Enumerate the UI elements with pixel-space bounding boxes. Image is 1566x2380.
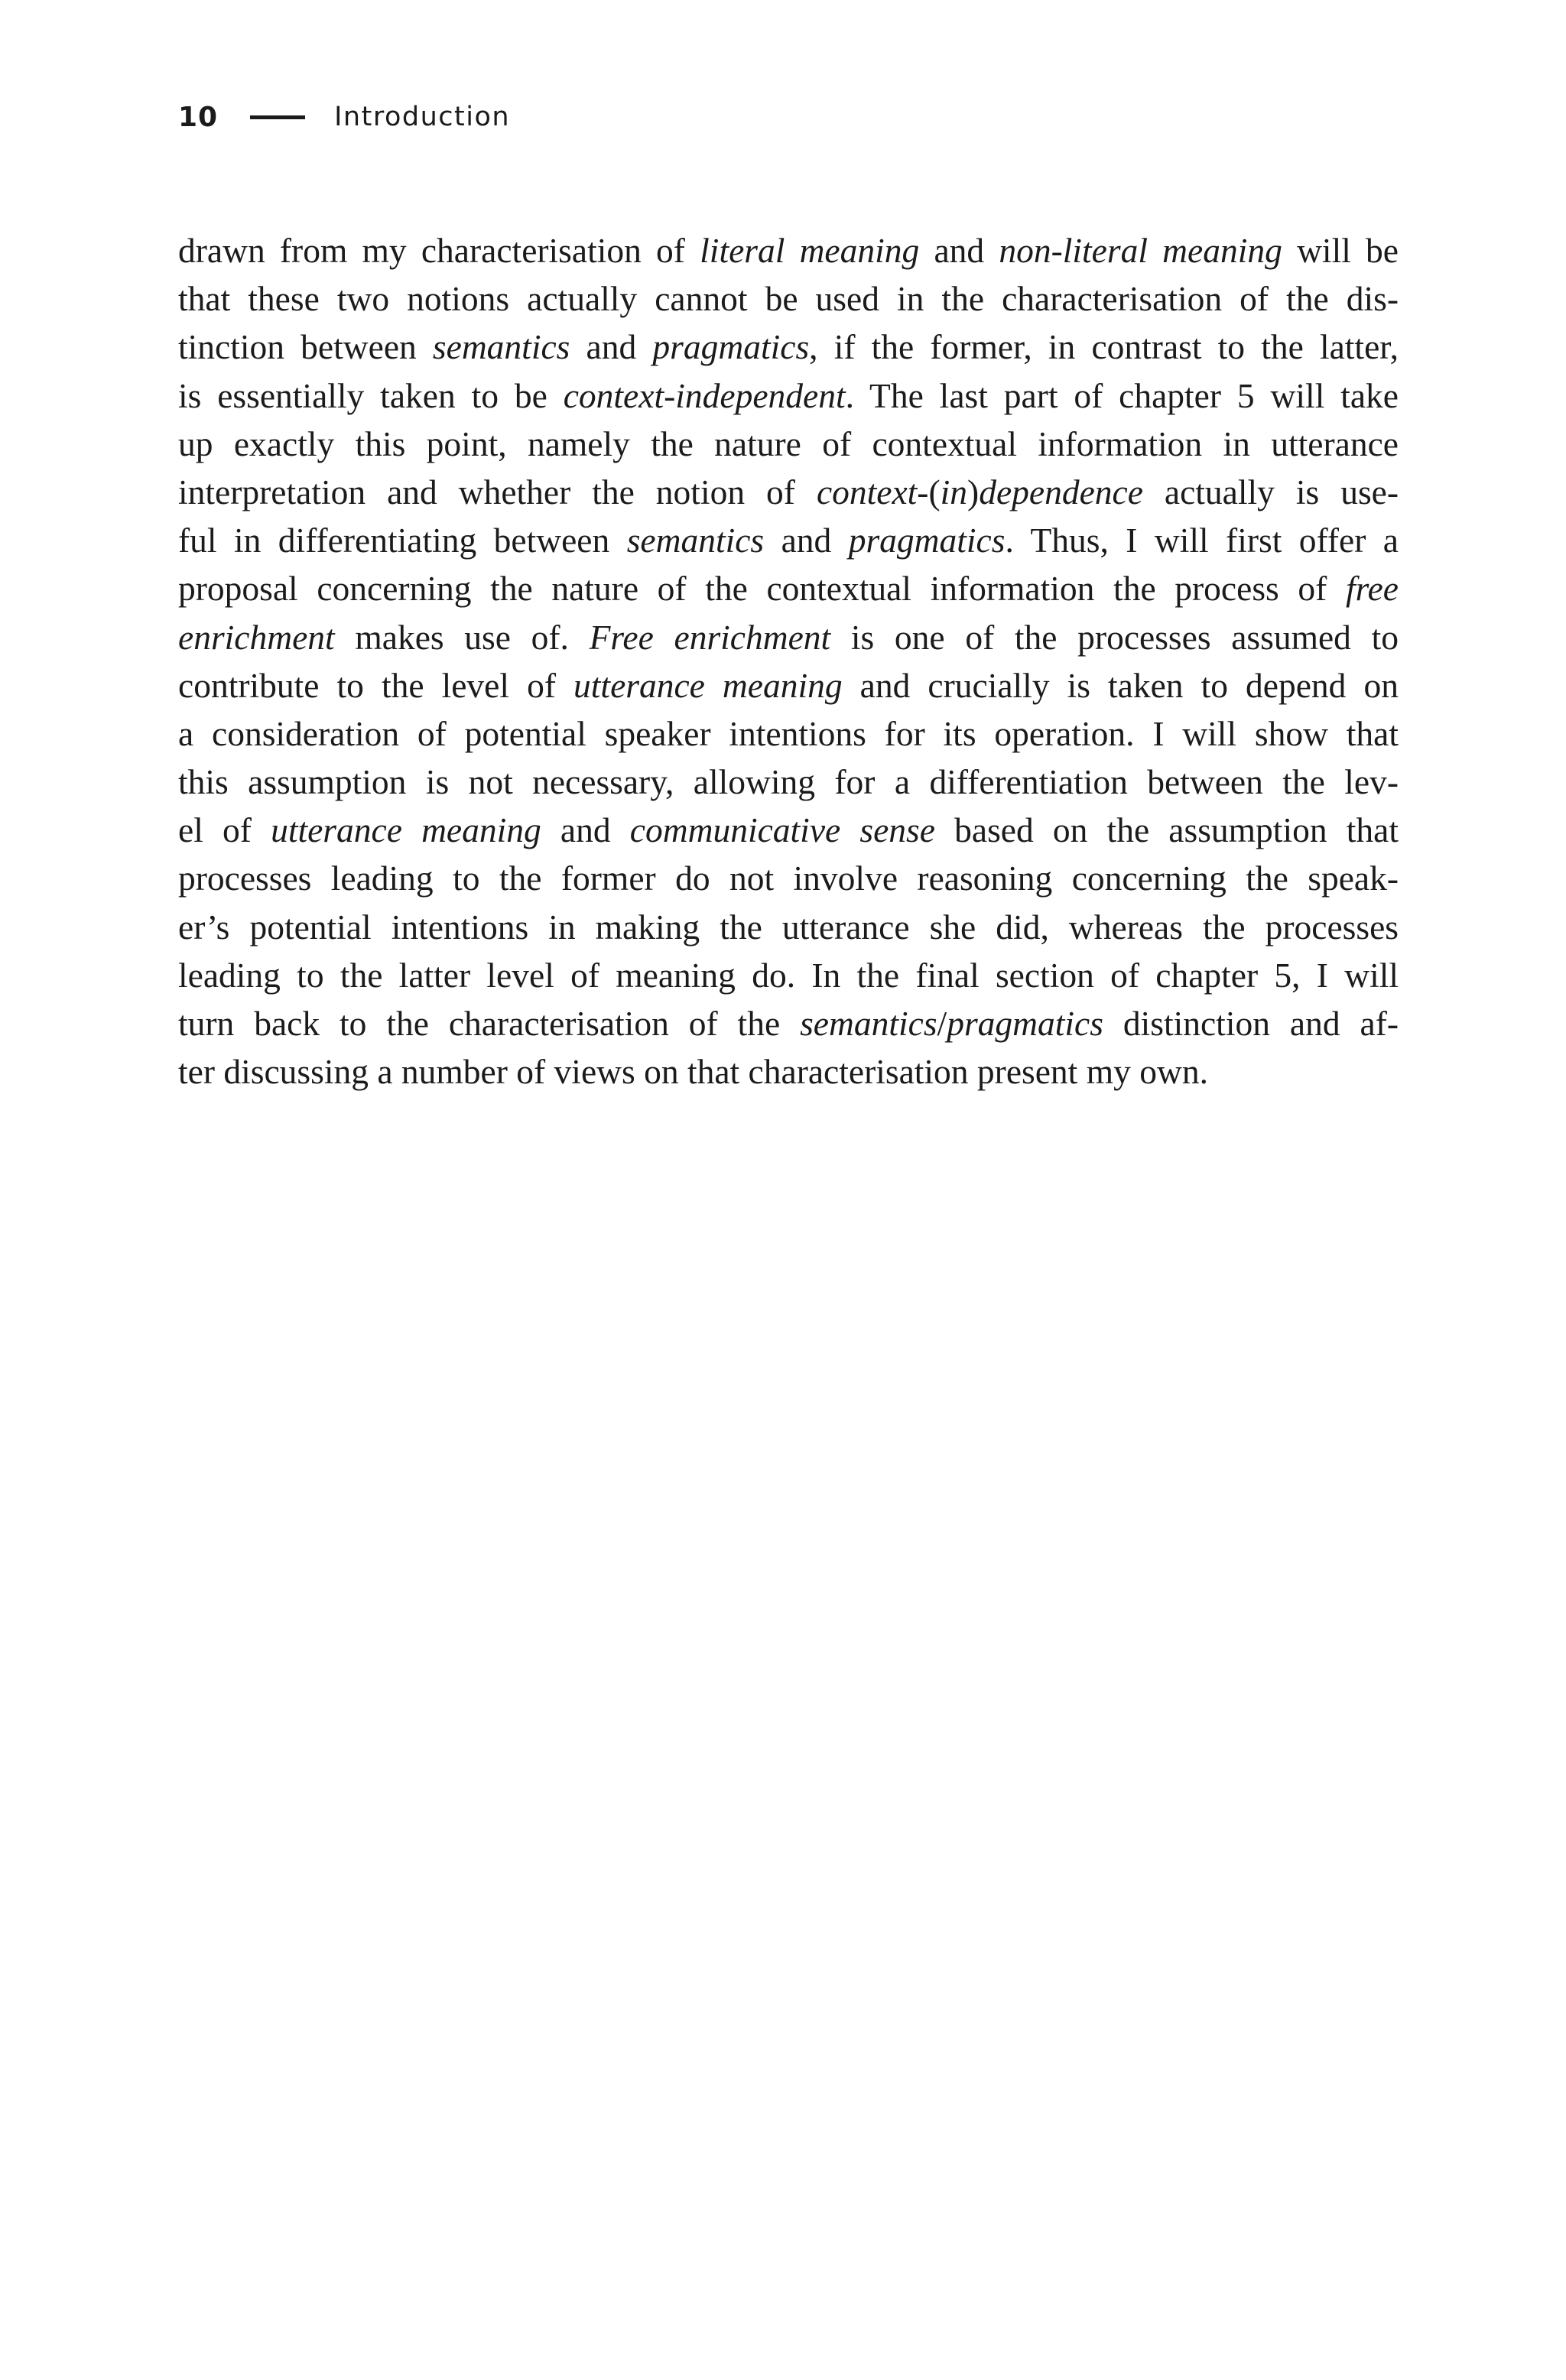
text-run: and [764,521,849,560]
text-line [178,372,1399,420]
text-line [178,323,1399,371]
text-run: and [919,231,999,270]
text-run: is essentially taken to be [178,375,564,415]
text-line [178,661,1399,709]
text-line [178,613,1399,661]
text-run: drawn from my characterisation of [178,231,700,270]
italic-term: utterance meaning [271,810,541,850]
text-run: proposal concerning the nature of the contextual information the process of [178,569,1346,609]
text-line [178,806,1399,854]
header-rule [250,115,305,119]
text-line [178,854,1399,902]
page-number: 10 [178,101,219,133]
text-run: ter discussing a number of views on that characterisation present my own. [178,1052,1208,1092]
italic-term: context- [816,472,929,511]
text-run: tinction between [178,327,433,367]
italic-term: literal meaning [700,231,920,270]
text-run: distinction and af- [1103,1004,1399,1043]
text-line [178,274,1399,323]
text-run: el of [178,810,271,850]
body-paragraph [178,226,1399,1096]
text-run: and crucially is taken to depend on [842,665,1399,705]
text-line [178,903,1399,951]
text-run: processes leading to the former do not involve reasoning concerning the speak- [178,859,1399,898]
text-run: / [937,1004,947,1043]
text-line [178,564,1399,612]
text-run: ) [967,472,980,511]
italic-term: pragmatics [947,1004,1103,1043]
text-line [178,420,1399,468]
text-run: is one of the processes assumed to [830,617,1399,657]
text-run: interpretation and whether the notion of [178,472,817,511]
italic-term: enrichment [178,617,335,657]
italic-term: pragmatics [848,521,1006,560]
text-line [178,758,1399,806]
text-run: , if the former, in contrast to the latter, [809,327,1399,367]
italic-term: free [1345,569,1399,609]
text-run: leading to the latter level of meaning do. In the final section of chapter 5, I will [178,955,1399,995]
italic-term: in [940,472,968,511]
text-run: er’s potential intentions in making the utterance she did, whereas the processes [178,907,1399,946]
text-line [178,516,1399,564]
italic-term: semantics [800,1004,937,1043]
italic-term: semantics [626,521,765,560]
text-run: will be [1282,231,1399,270]
italic-term: Free enrichment [589,617,831,657]
text-run: and [570,327,653,367]
text-run: ful in differentiating between [178,521,627,560]
text-run: . The last part of chapter 5 will take [845,375,1399,415]
running-head [178,98,510,136]
text-run: that these two notions actually cannot be used in the characterisation of the dis- [178,279,1399,319]
text-line [178,226,1399,274]
text-run: and [541,810,630,850]
text-line [178,468,1399,516]
text-line [178,951,1399,999]
italic-term: dependence [979,472,1143,511]
text-line [178,709,1399,758]
text-line [178,999,1399,1047]
running-head-title: Introduction [334,102,511,132]
italic-term: non-literal meaning [999,231,1282,270]
italic-term: communicative sense [629,810,935,850]
text-run: ( [928,472,941,511]
text-run: a consideration of potential speaker intentions for its operation. I will show that [178,713,1399,753]
text-line [178,1047,1399,1096]
text-run: turn back to the characterisation of the [178,1004,801,1043]
text-run: contribute to the level of [178,665,574,705]
italic-term: utterance meaning [573,665,843,705]
italic-term: pragmatics [652,327,810,367]
italic-term: context-independent [563,375,846,415]
text-run: . Thus, I will first offer a [1005,521,1399,560]
text-run: based on the assumption that [934,810,1399,850]
text-run: this assumption is not necessary, allowing for a differentiation between the lev- [178,762,1399,802]
italic-term: semantics [432,327,570,367]
text-run: up exactly this point, namely the nature of contextual information in utterance [178,424,1399,463]
text-run: makes use of. [334,617,590,657]
text-run: actually is use- [1142,472,1399,511]
